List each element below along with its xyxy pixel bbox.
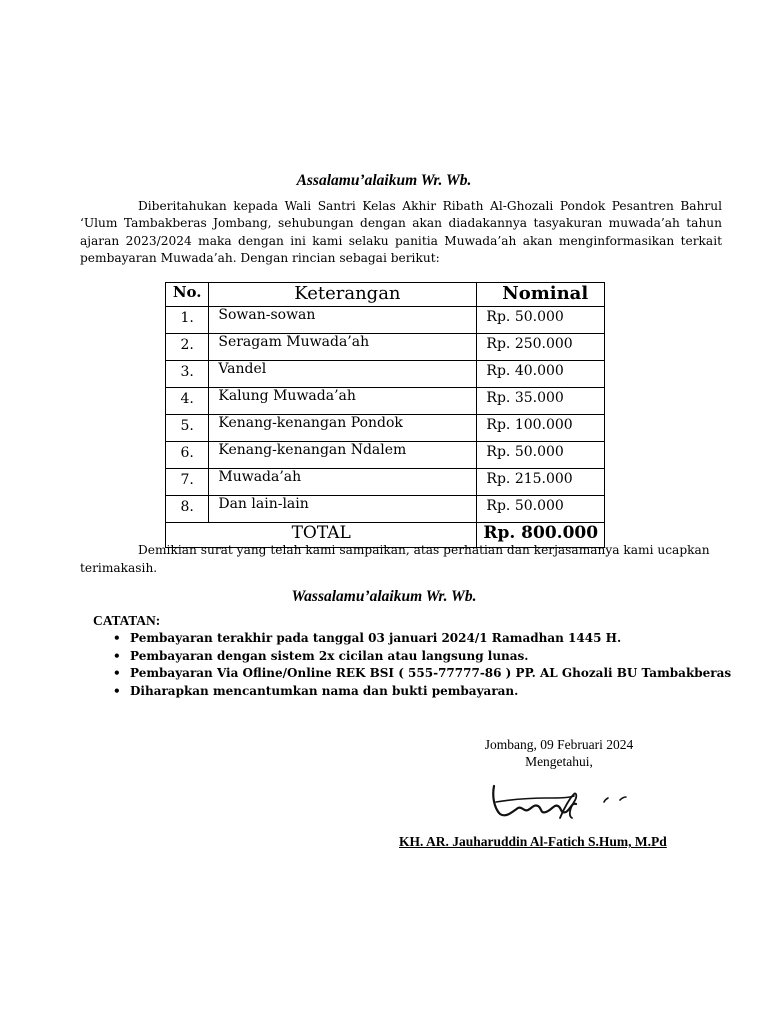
header-amount: Nominal <box>477 283 605 307</box>
row-description: Vandel <box>209 361 477 388</box>
table-row <box>166 442 605 469</box>
row-number: 3. <box>166 361 209 388</box>
bullet-icon: • <box>113 631 121 645</box>
bullet-icon: • <box>113 683 121 698</box>
closing-paragraph: Demikian surat yang telah kami sampaikan, atas perhatian dan kerjasamanya kami ucapkan terimakasih. <box>80 543 710 575</box>
header-no: No. <box>166 283 209 307</box>
notes-title: CATATAN: <box>93 613 161 628</box>
note-text: Pembayaran dengan sistem 2x cicilan atau langsung lunas. <box>130 648 529 663</box>
fee-table <box>165 282 605 548</box>
signature-image <box>488 768 638 830</box>
row-amount: Rp. 250.000 <box>477 334 605 361</box>
table-row <box>166 361 605 388</box>
row-number: 8. <box>166 496 209 523</box>
table-row <box>166 469 605 496</box>
row-amount: Rp. 50.000 <box>477 442 605 469</box>
note-text: Pembayaran terakhir pada tanggal 03 januari 2024/1 Ramadhan 1445 H. <box>130 631 622 645</box>
greeting-heading: Assalamu’alaikum Wr. Wb. <box>296 172 472 189</box>
row-number: 4. <box>166 388 209 415</box>
note-text: Pembayaran Via Ofline/Online REK BSI ( 555-77777-86 ) PP. AL Ghozali BU Tambakberas <box>130 666 732 680</box>
row-description: Seragam Muwada’ah <box>209 334 477 361</box>
list-item <box>113 665 731 683</box>
row-amount: Rp. 40.000 <box>477 361 605 388</box>
fee-table-header-row <box>166 283 605 307</box>
row-description: Kenang-kenangan Ndalem <box>209 442 477 469</box>
row-number: 5. <box>166 415 209 442</box>
table-row <box>166 388 605 415</box>
row-number: 1. <box>166 307 209 334</box>
list-item <box>113 630 731 648</box>
signer-name: KH. AR. Jauharuddin Al-Fatich S.Hum, M.Pd <box>399 834 667 849</box>
table-row <box>166 307 605 334</box>
total-label: TOTAL <box>166 523 477 548</box>
farewell-heading: Wassalamu’alaikum Wr. Wb. <box>291 588 477 605</box>
list-item <box>113 648 731 666</box>
notes-list <box>113 630 731 700</box>
row-amount: Rp. 50.000 <box>477 496 605 523</box>
table-row <box>166 334 605 361</box>
acknowledged-label: Mengetahui, <box>525 754 593 769</box>
row-description: Kenang-kenangan Pondok <box>209 415 477 442</box>
row-number: 2. <box>166 334 209 361</box>
header-description: Keterangan <box>209 283 477 307</box>
row-number: 6. <box>166 442 209 469</box>
table-row <box>166 415 605 442</box>
intro-paragraph: Diberitahukan kepada Wali Santri Kelas Akhir Ribath Al-Ghozali Pondok Pesantren Bahrul ‘Ulum Tambakberas Jombang, sehubungan dengan akan diadakannya tasyakuran muwada’ah tahun ajaran 2023/2024 maka dengan ini kami selaku panitia Muwada’ah akan menginformasikan terkait pembayaran Muwada’ah. Dengan rincian sebagai berikut: <box>80 199 722 265</box>
table-row <box>166 496 605 523</box>
list-item <box>113 683 731 701</box>
row-description: Kalung Muwada’ah <box>209 388 477 415</box>
row-description: Sowan-sowan <box>209 307 477 334</box>
row-description: Muwada’ah <box>209 469 477 496</box>
row-description: Dan lain-lain <box>209 496 477 523</box>
row-number: 7. <box>166 469 209 496</box>
bullet-icon: • <box>113 648 121 663</box>
row-amount: Rp. 50.000 <box>477 307 605 334</box>
total-value: Rp. 800.000 <box>477 523 605 548</box>
bullet-icon: • <box>113 666 121 680</box>
row-amount: Rp. 215.000 <box>477 469 605 496</box>
place-date: Jombang, 09 Februari 2024 <box>484 737 634 752</box>
place-date-block <box>430 736 688 770</box>
row-amount: Rp. 100.000 <box>477 415 605 442</box>
row-amount: Rp. 35.000 <box>477 388 605 415</box>
note-text: Diharapkan mencantumkan nama dan bukti pembayaran. <box>130 683 519 698</box>
